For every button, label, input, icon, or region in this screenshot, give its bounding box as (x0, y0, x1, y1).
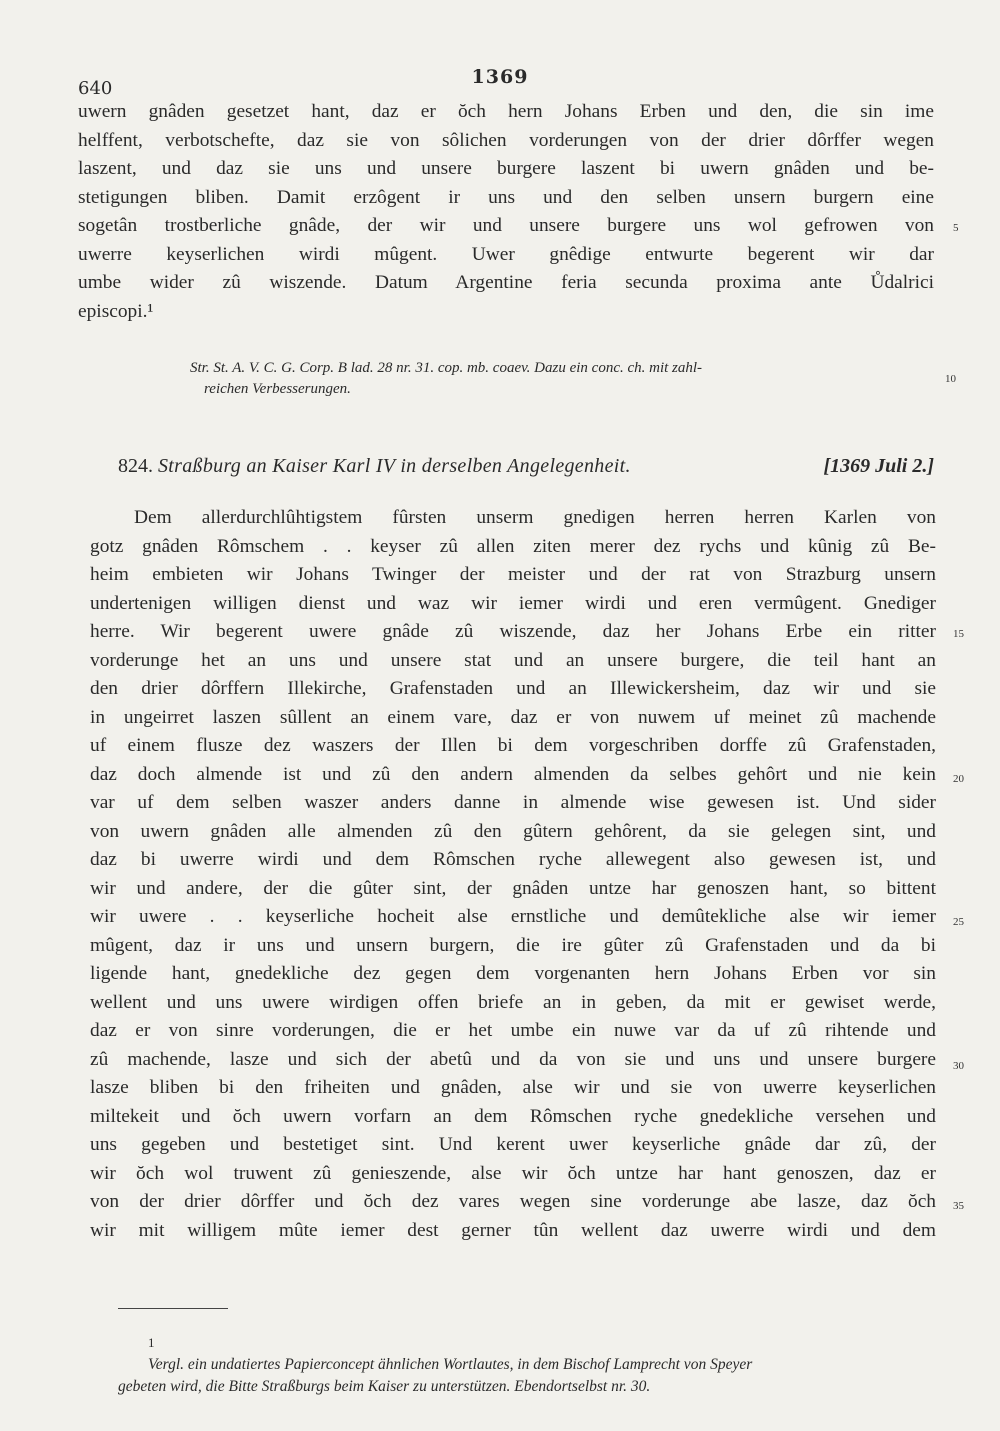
text-line: herre. Wir begerent uwere gnâde zû wiszende, daz her Johans Erbe ein ritter (90, 621, 936, 642)
text-line: lasze bliben bi den friheiten und gnâden, alse wir und sie von uwerre keyserlichen (90, 1077, 936, 1098)
footnote (118, 1332, 938, 1398)
text-line: wellent und uns uwere wirdigen offen briefe an in geben, da mit er gewiset werde, (90, 991, 936, 1013)
text-line: daz bi uwerre wirdi und dem Rômschen ryche allewegent also gewesen ist, und (90, 849, 936, 870)
text-line: miltekeit und ŏch uwern vorfarn an dem Rômschen ryche gnedekliche versehen und (90, 1105, 936, 1127)
text-line: wir ŏch wol truwent zû genieszende, alse wir ŏch untze har hant genoszen, daz er (90, 1162, 936, 1184)
body-text-continued (78, 98, 934, 326)
document-heading (118, 455, 934, 478)
text-line: ligende hant, gnedekliche dez gegen dem vorgenanten hern Johans Erben vor sin (90, 963, 936, 984)
text-line: vorderunge het an uns und unsere stat und an unsere burgere, die teil hant an (90, 649, 936, 671)
text-line: uns gegeben und bestetiget sint. Und kerent uwer keyserliche gnâde dar zû, der (90, 1134, 936, 1155)
source-note (190, 358, 934, 400)
source-line: Str. St. A. V. C. G. Corp. B lad. 28 nr. 31. cop. mb. coaev. Dazu ein conc. ch. mit zahl- (190, 360, 703, 376)
text-line: Dem allerdurchlûhtigstem fûrsten unserm gnedigen herren herren Karlen von (134, 507, 936, 528)
body-text-document-824 (90, 504, 936, 1245)
footnote-rule (118, 1308, 228, 1309)
line-number: 35 (953, 1200, 964, 1212)
line-number: 20 (953, 773, 964, 785)
text-line: den drier dôrffern Illekirche, Grafenstaden und an Illewickersheim, daz wir und sie (90, 678, 936, 699)
text-line: wir uwere . . keyserliche hocheit alse ernstliche und demûtekliche alse wir iemer (90, 906, 936, 927)
text-line: wir mit willigem mûte iemer dest gerner tûn wellent daz uwerre wirdi und dem (90, 1219, 936, 1241)
footnote-line: Vergl. ein undatiertes Papierconcept ähnlichen Wortlautes, in dem Bischof Lamprecht von Speyer (148, 1356, 753, 1373)
text-line: uf einem flusze dez waszers der Illen bi dem vorgeschriben dorffe zû Grafenstaden, (90, 735, 936, 756)
page-number: 640 (78, 78, 113, 99)
text-line: undertenigen willigen dienst und waz wir iemer wirdi und eren vermûgent. Gnediger (90, 592, 936, 614)
source-line: reichen Verbesserungen. (204, 381, 351, 397)
text-line: mûgent, daz ir uns und unsern burgern, die ire gûter zû Grafenstaden und da bi (90, 934, 936, 956)
running-year: 1369 (471, 66, 529, 88)
line-number: 15 (953, 628, 964, 640)
footnote-mark: 1 (148, 1335, 155, 1350)
footnote-line: gebeten wird, die Bitte Straßburgs beim Kaiser zu unterstützen. Ebendortselbst nr. 30. (118, 1378, 651, 1395)
text-line: heim embieten wir Johans Twinger der meister und der rat von Strazburg unsern (90, 564, 936, 585)
line-number: 25 (953, 916, 964, 928)
text-line: episcopi.¹ (78, 300, 154, 322)
text-line: wir und andere, der die gûter sint, der gnâden untze har genoszen hant, so bittent (90, 877, 936, 899)
text-line: in ungeirret laszen sûllent an einem vare, daz er von nuwem uf meinet zû machende (90, 706, 936, 728)
text-line: zû machende, lasze und sich der abetû und da von sie und uns und unsere burgere (90, 1048, 936, 1070)
text-line: daz doch almende ist und zû den andern almenden da selbes gehôrt und nie kein (90, 763, 936, 785)
text-line: laszent, und daz sie uns und unsere burgere laszent bi uwern gnâden und be- (78, 158, 934, 179)
line-number: 10 (945, 373, 956, 385)
text-line: helffent, verbotschefte, daz sie von sôlichen vorderungen von der drier dôrffer wegen (78, 129, 934, 151)
line-number: 30 (953, 1060, 964, 1072)
text-line: uwern gnâden gesetzet hant, daz er ŏch hern Johans Erben und den, die sin ime (78, 101, 934, 122)
text-line: sogetân trostberliche gnâde, der wir und unsere burgere uns wol gefrowen von (78, 215, 934, 236)
text-line: uwerre keyserlichen wirdi mûgent. Uwer gnêdige entwurte begerent wir dar (78, 243, 934, 265)
text-line: daz er von sinre vorderungen, die er het umbe ein nuwe var da uf zû rihtende und (90, 1020, 936, 1041)
line-number: 5 (953, 222, 959, 234)
text-line: var uf dem selben waszer anders danne in almende wise gewesen ist. Und sider (90, 792, 936, 813)
document-number: 824. (118, 455, 153, 477)
document-date: [1369 Juli 2.] (823, 455, 934, 477)
text-line: umbe wider zû wiszende. Datum Argentine feria secunda proxima ante Ůdalrici (78, 272, 934, 293)
text-line: gotz gnâden Rômschem . . keyser zû allen ziten merer dez rychs und kûnig zû Be- (90, 535, 936, 557)
text-line: von uwern gnâden alle almenden zû den gûtern gehôrent, da sie gelegen sint, und (90, 820, 936, 842)
text-line: von der drier dôrffer und ŏch dez vares wegen sine vorderunge abe lasze, daz ŏch (90, 1191, 936, 1212)
document-title: Straßburg an Kaiser Karl IV in derselben Angelegenheit. (158, 455, 631, 477)
text-line: stetigungen bliben. Damit erzôgent ir uns und den selben unsern burgern eine (78, 186, 934, 208)
